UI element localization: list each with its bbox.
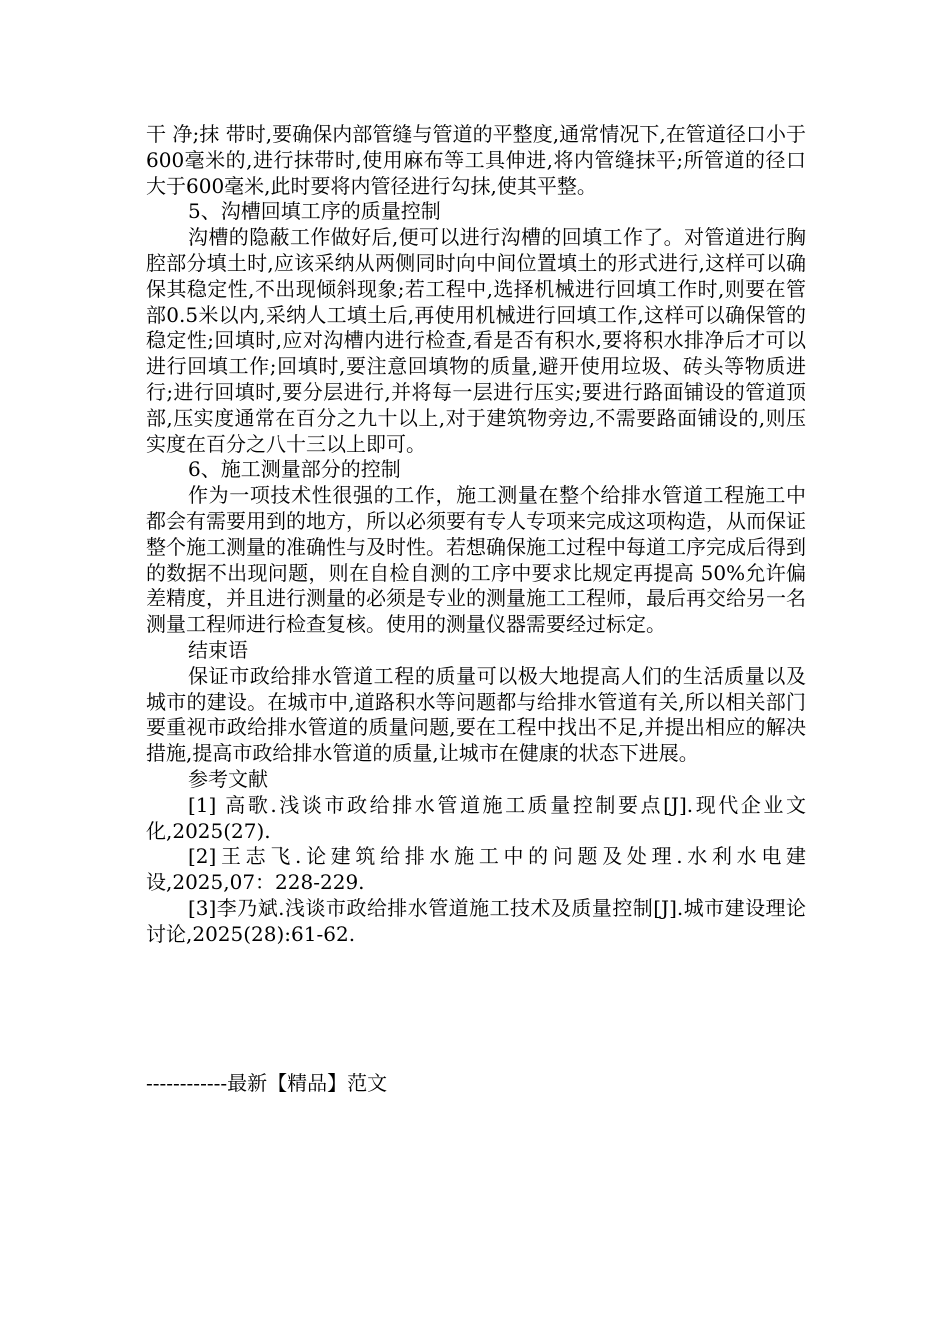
reference-item: [2]王志飞.论建筑给排水施工中的问题及处理.水利水电建设,2025,07：228-229.	[146, 844, 806, 895]
paragraph: 作为一项技术性很强的工作，施工测量在整个给排水管道工程施工中都会有需要用到的地方，所以必须要有专人专项来完成这项构造，从而保证整个施工测量的准确性与及时性。若想确保施工过程中每道工序完成后得到的数据不出现问题，则在自检自测的工序中要求比规定再提高 50%允许偏差精度，并且进行测量的必须是专业的测量施工工程师，最后再交给另一名测量工程师进行检查复核。使用的测量仪器需要经过标定。	[146, 483, 806, 637]
reference-item: [1] 高歌.浅谈市政给排水管道施工质量控制要点[J].现代企业文化,2025(27).	[146, 792, 806, 843]
footer-text: ------------最新【精品】范文	[146, 1071, 388, 1095]
reference-item: [3]李乃斌.浅谈市政给排水管道施工技术及质量控制[J].城市建设理论讨论,2025(28):61-62.	[146, 895, 806, 946]
section-heading-6: 6、施工测量部分的控制	[188, 457, 401, 482]
conclusion-heading: 结束语	[188, 637, 248, 662]
paragraph: 沟槽的隐蔽工作做好后,便可以进行沟槽的回填工作了。对管道进行胸腔部分填土时,应该采纳从两侧同时向中间位置填土的形式进行,这样可以确保其稳定性,不出现倾斜现象;若工程中,选择机械进行回填工作时,则要在管部0.5米以内,采纳人工填土后,再使用机械进行回填工作,这样可以确保管的稳定性;回填时,应对沟槽内进行检查,看是否有积水,要将积水排净后才可以进行回填工作;回填时,要注意回填物的质量,避开使用垃圾、砖头等物质进行;进行回填时,要分层进行,并将每一层进行压实;要进行路面铺设的管道顶部,压实度通常在百分之九十以上,对于建筑物旁边,不需要路面铺设的,则压实度在百分之八十三以上即可。	[146, 225, 806, 456]
references-heading: 参考文献	[188, 766, 268, 791]
paragraph: 保证市政给排水管道工程的质量可以极大地提高人们的生活质量以及城市的建设。在城市中,道路积水等问题都与给排水管道有关,所以相关部门要重视市政给排水管道的质量问题,要在工程中找出不足,并提出相应的解决措施,提高市政给排水管道的质量,让城市在健康的状态下进展。	[146, 663, 806, 766]
document-body	[146, 122, 806, 948]
paragraph: 干 净;抹 带时,要确保内部管缝与管道的平整度,通常情况下,在管道径口小于600毫米的,进行抹带时,使用麻布等工具伸进,将内管缝抹平;所管道的径口大于600毫米,此时要将内管径进行勾抹,使其平整。	[146, 122, 806, 198]
section-heading-5: 5、沟槽回填工序的质量控制	[188, 199, 441, 224]
